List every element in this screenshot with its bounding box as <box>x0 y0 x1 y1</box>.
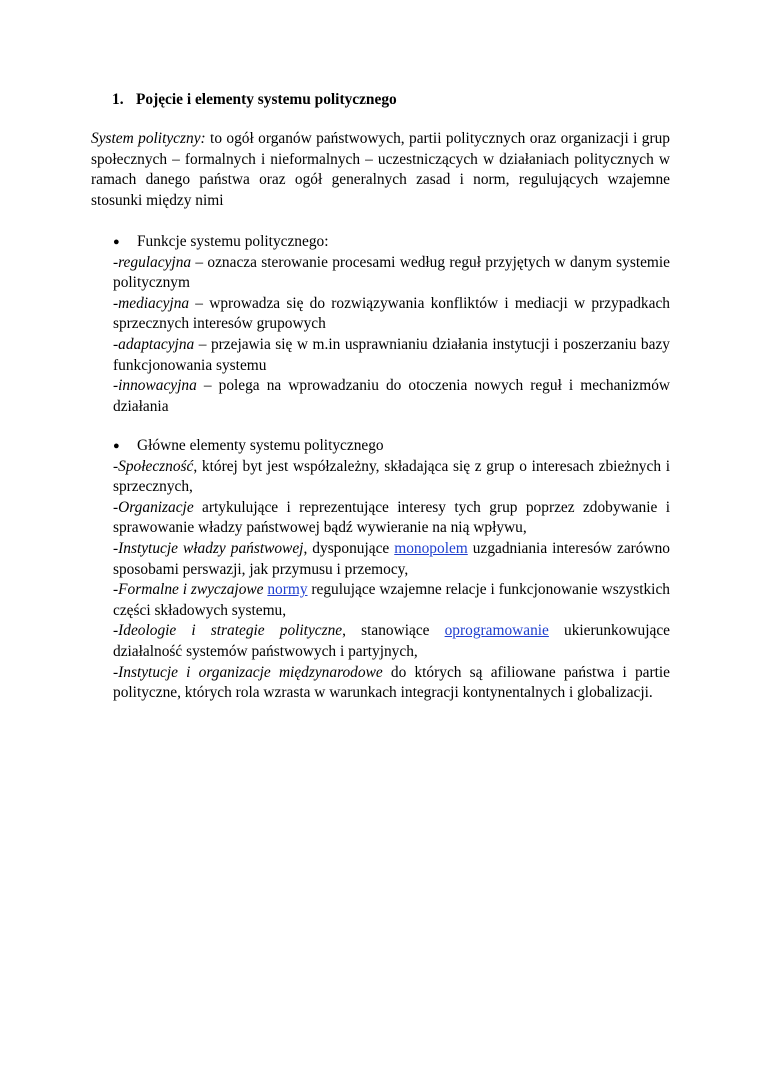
element-term: Ideologie i strategie polityczne <box>118 622 343 640</box>
element-text-after-link: ukierunkowujące działalność systemów państwowych i partyjnych, <box>113 622 670 660</box>
element-term: Instytucje władzy państwowej <box>118 539 304 557</box>
elements-heading <box>113 436 670 457</box>
normy-link[interactable]: normy <box>267 581 308 599</box>
item-prefix: - <box>113 294 119 312</box>
elements-list <box>113 436 670 704</box>
item-prefix: - <box>113 377 119 395</box>
functions-title: Funkcje systemu politycznego: <box>137 233 329 250</box>
item-prefix: - <box>113 335 119 353</box>
element-term: Instytucje i organizacje międzynarodowe <box>118 663 383 681</box>
element-item-instytucje-wladzy <box>113 539 670 580</box>
element-term: Społeczność <box>118 457 194 475</box>
element-text-after-link: regulujące wzajemne relacje i funkcjonowanie wszystkich części składowych systemu, <box>113 581 670 619</box>
element-item-instytucje-miedzynarodowe <box>113 663 670 704</box>
element-item-normy <box>113 580 670 621</box>
item-prefix: - <box>113 457 119 475</box>
element-term: Organizacje <box>118 498 194 516</box>
function-term: mediacyjna <box>118 294 190 312</box>
bullet-icon: ● <box>113 440 120 452</box>
functions-heading <box>113 232 670 253</box>
function-text: – przejawia się w m.in usprawnianiu działania instytucji i poszerzaniu bazy funkcjonowania systemu <box>113 335 670 374</box>
item-prefix: - <box>113 663 119 681</box>
function-term: adaptacyjna <box>118 335 195 353</box>
element-text: , której byt jest współzależny, składająca się z grup o interesach zbieżnych i sprzecznych, <box>113 457 670 496</box>
element-text: artykulujące i reprezentujące interesy tych grup poprzez zdobywanie i sprawowanie władzy państwowej bądź wywieranie na nią wpływu, <box>113 498 670 537</box>
function-item-adaptacyjna <box>113 335 670 376</box>
element-item-ideologie <box>113 621 670 662</box>
element-text: do których są afiliowane państwa i partie polityczne, których rola wzrasta w warunkach integracji kontynentalnych i globalizacji. <box>113 663 670 702</box>
item-prefix: - <box>113 539 119 557</box>
function-text: – wprowadza się do rozwiązywania konfliktów i mediacji w przypadkach sprzecznych interesów grupowych <box>113 294 670 333</box>
function-item-mediacyjna <box>113 294 670 335</box>
element-term: Formalne i zwyczajowe <box>118 581 264 599</box>
section-heading <box>112 91 397 109</box>
bullet-icon: ● <box>113 236 120 248</box>
section-title: Pojęcie i elementy systemu politycznego <box>136 91 397 108</box>
function-term: regulacyjna <box>118 253 192 271</box>
function-term: innowacyjna <box>118 377 197 395</box>
function-text: – oznacza sterowanie procesami według reguł przyjętych w danym systemie politycznym <box>113 253 670 292</box>
function-text: – polega na wprowadzaniu do otoczenia nowych reguł i mechanizmów działania <box>113 377 670 415</box>
element-text-before-link: , dysponujące <box>303 539 395 557</box>
element-item-spolecznosc <box>113 457 670 498</box>
element-text-before-link: , stanowiące <box>342 622 445 640</box>
element-item-organizacje <box>113 498 670 539</box>
item-prefix: - <box>113 498 119 516</box>
item-prefix: - <box>113 622 119 640</box>
element-text-after-link: uzgadniania interesów zarówno sposobami perswazji, jak przymusu i przemocy, <box>113 539 670 578</box>
definition-term: System polityczny: <box>91 130 206 147</box>
item-prefix: - <box>113 581 119 599</box>
item-prefix: - <box>113 253 119 271</box>
functions-list <box>113 232 670 417</box>
elements-title: Główne elementy systemu politycznego <box>137 437 384 454</box>
oprogramowanie-link[interactable]: oprogramowanie <box>444 622 549 640</box>
monopol-link[interactable]: monopolem <box>394 539 468 557</box>
function-item-regulacyjna <box>113 253 670 294</box>
section-number: 1. <box>112 91 124 108</box>
definition-text: to ogół organów państwowych, partii politycznych oraz organizacji i grup społecznych – formalnych i nieformalnych – uczestniczących w działaniach politycznych w ramach danego państwa oraz ogół generalnych zasad i norm, regulujących wzajemne stosunki między nimi <box>91 130 670 209</box>
function-item-innowacyjna <box>113 376 670 417</box>
definition-paragraph <box>91 129 670 211</box>
